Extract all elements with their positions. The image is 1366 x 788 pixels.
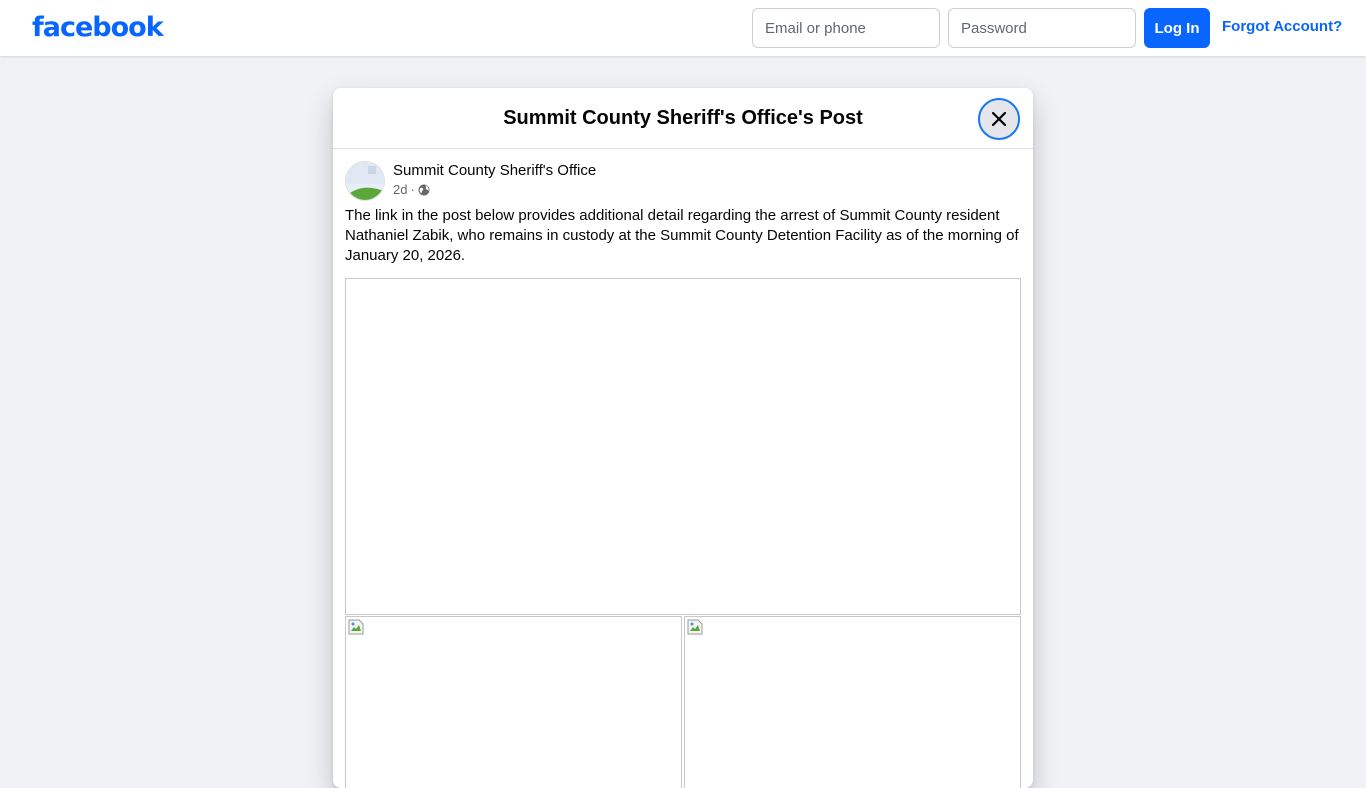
- post-text: The link in the post below provides additional detail regarding the arrest of Summit County resident Nathaniel Zabik, who remains in custody at the Summit County Detention Facility as of the morning of January 20, 2026.: [345, 207, 1019, 264]
- password-input[interactable]: [948, 8, 1136, 48]
- modal-title: Summit County Sheriff's Office's Post: [503, 107, 863, 129]
- page-name-link[interactable]: Summit County Sheriff's Office: [393, 162, 597, 179]
- post-timestamp[interactable]: 2d: [393, 182, 408, 197]
- post-media-thumb-right[interactable]: [684, 616, 1021, 788]
- broken-image-icon: [348, 619, 364, 635]
- email-input[interactable]: [752, 8, 940, 48]
- facebook-logo[interactable]: facebook: [32, 12, 163, 43]
- post-media-main[interactable]: [345, 278, 1021, 615]
- modal-header: [333, 88, 1033, 149]
- avatar[interactable]: [345, 161, 385, 201]
- broken-image-icon: [687, 619, 703, 635]
- post-modal: [333, 88, 1033, 788]
- top-navbar: [0, 0, 1366, 56]
- page-profile-picture: [346, 162, 385, 201]
- post-media-thumb-left[interactable]: [345, 616, 682, 788]
- post-meta: [393, 181, 430, 199]
- login-button[interactable]: Log In: [1144, 8, 1210, 48]
- meta-separator: ·: [410, 182, 415, 197]
- close-button[interactable]: [978, 98, 1020, 140]
- forgot-account-link[interactable]: Forgot Account?: [1222, 18, 1343, 35]
- globe-icon: [418, 184, 430, 196]
- close-icon: [989, 109, 1009, 129]
